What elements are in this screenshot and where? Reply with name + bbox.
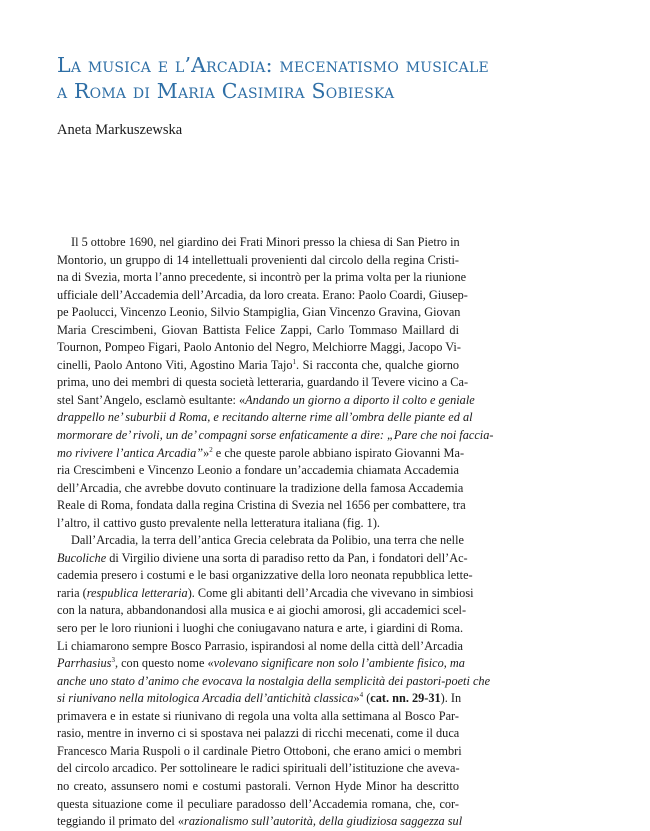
text-run: cademia presero i costumi e le basi organizzative della loro neonata repubblica lette- [57,568,473,583]
text-run: Tournon, Pompeo Figari, Paolo Antonio del Negro, Melchiorre Maggi, Jacopo Vi- [57,340,461,355]
body-line [57,462,459,480]
body-line [57,480,464,498]
italic-text: Bucoliche [57,550,107,565]
footnote-ref: 2 [209,445,213,454]
body-line [57,427,494,445]
body-line [57,497,466,515]
body-line [57,655,465,673]
footnote-ref: 1 [292,357,297,366]
body-line [57,252,459,270]
text-run: Li chiamarono sempre Bosco Parrasio, ispirandosi al nome della città dell’Arcadia [57,638,464,653]
italic-text: volevano significare non solo l’ambiente fisico, ma [213,656,465,671]
body-line [57,269,467,287]
text-run: prima, uno dei membri di questa società letteraria, guardando il Tevere vicino a Ca- [57,375,469,390]
body-line [57,690,462,708]
body-line [57,445,465,463]
body-line [57,550,468,568]
body-line [57,515,459,533]
body-line [57,532,464,550]
text-run: ). In [440,691,462,706]
text-run: di Virgilio diviene una sorta di paradiso retto da Pan, i fondatori dell’Ac- [106,550,468,565]
italic-text: Andando un giorno a diporto il colto e geniale [245,392,475,407]
text-run: na di Svezia, morta l’anno precedente, si incontrò per la prima volta per la riunione [57,270,467,285]
text-run: ria Crescimbeni e Vincenzo Leonio a fondare un’accademia chiamata Accademia [57,463,459,478]
text-run: , con questo nome « [114,656,214,671]
footnote-ref: 4 [359,691,364,700]
italic-text: anche uno stato d’animo che evocava la nostalgia della semplicità dei pastori-poeti che [57,673,491,688]
text-run: ). Come gli abitanti dell’Arcadia che vivevano in simbiosi [187,585,474,600]
text-run: » [353,691,360,706]
text-run: l’altro, il cattivo gusto prevalente nella letteratura italiana (fig. 1). [57,515,381,530]
body-line [57,725,459,743]
body-line [57,287,468,305]
body-line [57,567,473,585]
body-line [57,234,459,252]
body-line [57,638,464,656]
text-run: e che queste parole abbiano ispirato Giovanni Ma- [212,445,465,460]
text-run: sero per le loro riunioni i luoghi che coniugavano natura e arte, i giardini di Roma. [57,621,464,636]
text-run: ufficiale dell’Accademia dell’Arcadia, da loro creata. Erano: Paolo Coardi, Giusep- [57,287,468,302]
body-line [57,743,462,761]
italic-text: si riunivano nella mitologica Arcadia dell’antichità classica [57,691,354,706]
text-run: dell’Arcadia, che avrebbe dovuto continuare la tradizione della famosa Accademia [57,480,464,495]
body-line [57,708,459,726]
body-line [57,813,463,831]
text-run: questa situazione come il peculiare paradosso dell’Accademia romana, che, cor- [57,796,459,811]
italic-text: razionalismo sull’autorità, della giudiziosa saggezza sul [184,814,463,829]
text-run: cinelli, Paolo Antono Viti, Agostino Maria Tajo [57,357,293,372]
text-run: . Si racconta che, qualche giorno [296,357,459,372]
italic-text: drappello ne’ suburbii d Roma, e recitando alterne rime all’ombra delle piante ed al [57,410,473,425]
text-run: Maria Crescimbeni, Giovan Battista Felice Zappi, Carlo Tommaso Maillard di [57,322,459,337]
text-run: Montorio, un gruppo di 14 intellettuali provenienti dal circolo della regina Cristi- [57,252,459,267]
text-run: Il 5 ottobre 1690, nel giardino dei Frati Minori presso la chiesa di San Pietro in [71,235,460,249]
body-line [57,760,459,778]
bold-text: cat. nn. 29-31 [370,691,441,706]
text-run: con la natura, abbandonandosi alla musica e ai giochi amorosi, gli accademici scel- [57,603,467,618]
text-run: raria ( [57,585,87,600]
body-line [57,778,459,796]
text-run: no creato, assunsero nomi e costumi pastorali. Vernon Hyde Minor ha descritto [57,778,459,793]
body-line [57,409,473,427]
text-run: Dall’Arcadia, la terra dell’antica Grecia celebrata da Polibio, una terra che nelle [71,533,464,548]
text-run: stel Sant’Angelo, esclamò esultante: « [57,392,246,407]
body-line [57,392,475,410]
text-run: rasio, mentre in inverno ci si spostava nei palazzi di ricchi mecenati, come il duca [57,726,460,741]
italic-text: mo rivivere l’antica Arcadia” [57,445,204,460]
author-name: Aneta Markuszewska [57,122,183,138]
body-line [57,585,474,603]
body-line [57,602,467,620]
text-run: pe Paolucci, Vincenzo Leonio, Silvio Stampiglia, Gian Vincenzo Gravina, Giovan [57,305,461,320]
body-text [57,234,494,831]
body-line [57,673,491,691]
body-line [57,339,459,357]
title-line-1: La musica e l’Arcadia: mecenatismo musicale [57,53,489,77]
text-run: teggiando il primato del « [57,814,185,829]
italic-text: respublica letteraria [86,585,188,600]
article-title [57,52,597,104]
text-run: Reale di Roma, fondata dalla regina Cristina di Svezia nel 1656 per combattere, tra [57,498,466,513]
text-run: primavera e in estate si riunivano di regola una volta alla settimana al Bosco Par- [57,708,459,723]
text-run: del circolo arcadico. Per sottolineare le radici spirituali dell’istituzione che aveva- [57,761,460,776]
body-line [57,322,459,340]
body-line [57,796,459,814]
title-line-2: a Roma di Maria Casimira Sobieska [57,79,395,103]
italic-text: mormorare de’ rivoli, un de’ compagni sorse enfaticamente a dire: „Pare che noi faccia- [57,428,494,443]
text-run: Francesco Maria Ruspoli o il cardinale Pietro Ottoboni, che erano amici o membri [57,743,462,758]
body-line [57,374,469,392]
text-run: » [203,445,210,460]
body-line [57,357,459,375]
body-line [57,620,464,638]
body-line [57,304,459,322]
italic-text: Parrhasius [57,656,112,671]
text-run: ( [363,691,371,706]
footnote-ref: 3 [111,656,115,665]
